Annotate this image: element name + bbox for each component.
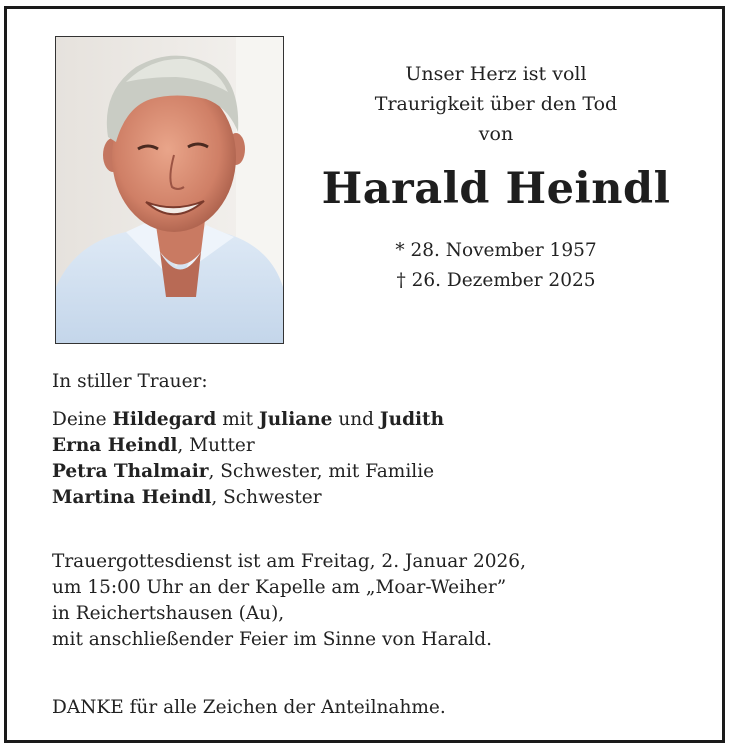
service-line: um 15:00 Uhr an der Kapelle am „Moar-Weiher” xyxy=(52,577,507,598)
mourner-name: Petra Thalmair xyxy=(52,461,209,482)
service-info xyxy=(52,549,692,653)
life-dates xyxy=(307,236,685,296)
mourner-text: Deine xyxy=(52,409,113,430)
mourner-name: Erna Heindl xyxy=(52,435,178,456)
portrait-photo xyxy=(55,36,284,344)
service-line: in Reichertshausen (Au), xyxy=(52,603,285,624)
mourner-text: mit xyxy=(216,409,259,430)
obituary-notice xyxy=(4,6,725,743)
mourner-name: Hildegard xyxy=(112,409,217,430)
intro-line: Traurigkeit über den Tod xyxy=(374,93,618,115)
mourner-line xyxy=(52,485,444,511)
mourner-name: Martina Heindl xyxy=(52,487,212,508)
birth-date: * 28. November 1957 xyxy=(395,240,597,261)
death-date: † 26. Dezember 2025 xyxy=(396,270,596,291)
mourner-name: Juliane xyxy=(258,409,333,430)
intro-line: Unser Herz ist voll xyxy=(405,63,587,85)
intro-line: von xyxy=(478,123,514,145)
portrait-icon xyxy=(56,37,283,343)
service-line: mit anschließender Feier im Sinne von Harald. xyxy=(52,629,493,650)
mourner-text: , Schwester xyxy=(211,487,322,508)
mourning-label: In stiller Trauer: xyxy=(52,371,208,392)
mourner-text: , Mutter xyxy=(177,435,255,456)
thanks-text: DANKE für alle Zeichen der Anteilnahme. xyxy=(52,697,446,718)
mourner-line xyxy=(52,407,444,433)
deceased-name: Harald Heindl xyxy=(321,164,671,214)
notice-header xyxy=(307,59,685,296)
service-line: Trauergottesdienst ist am Freitag, 2. Januar 2026, xyxy=(52,551,526,572)
mourner-name: Judith xyxy=(379,409,445,430)
mourner-text: und xyxy=(332,409,380,430)
mourner-line xyxy=(52,433,444,459)
intro-text xyxy=(307,59,685,149)
mourners-list xyxy=(52,407,444,511)
mourner-line xyxy=(52,459,444,485)
mourner-text: , Schwester, mit Familie xyxy=(208,461,435,482)
